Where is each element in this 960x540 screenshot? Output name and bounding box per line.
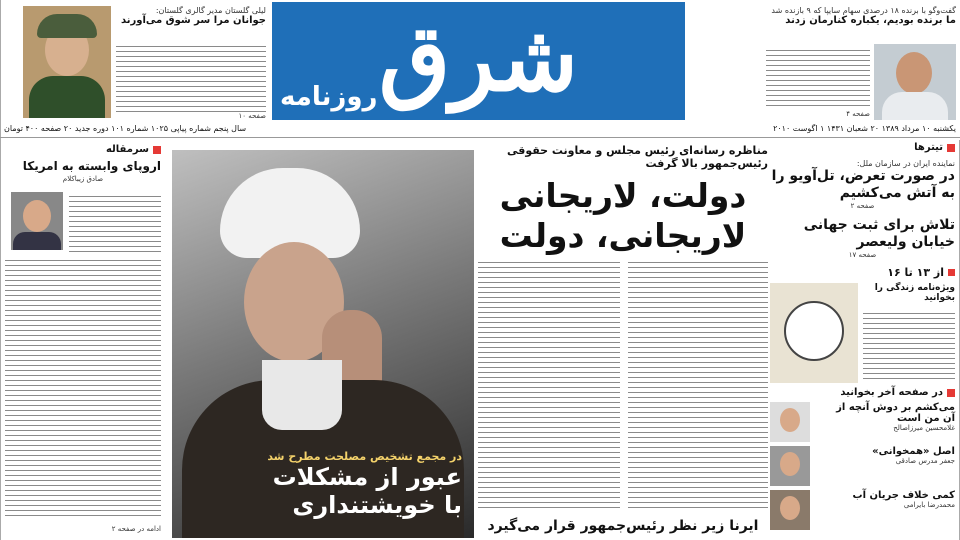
top-right-kicker: گفت‌وگو با برنده ۱۸ درصدی سهام سایپا که ۹ بازنده شد — [771, 6, 956, 15]
headlines-section: تیترها — [770, 142, 955, 153]
main-story — [478, 140, 768, 540]
opinion-title: اروپای وابسته به امریکا — [22, 159, 161, 173]
item1-page: صفحه ۲ — [850, 202, 875, 210]
main-headline-2: لاریجانی، دولت — [499, 216, 747, 255]
top-right-page-ref: صفحه ۴ — [846, 110, 870, 118]
last-page-section: در صفحه آخر بخوانید — [770, 387, 955, 398]
dateline-left: سال پنجم شماره پیاپی ۱۰۲۵ شماره ۱۰۱ دوره جدید ۲۰ صفحه ۴۰۰ تومان — [4, 124, 247, 133]
golestan-photo — [23, 6, 111, 118]
section-marker-icon — [947, 144, 955, 152]
opinion-author: صادق زیباکلام — [62, 175, 104, 183]
supplement-cover-photo — [770, 283, 858, 383]
header — [0, 0, 960, 140]
interviewee-photo — [874, 44, 956, 120]
bottom-headline: ایرنا زیر نظر رئیس‌جمهور قرار می‌گیرد — [487, 518, 759, 534]
author-photo — [770, 490, 810, 530]
dateline-right: یکشنبه ۱۰ مرداد ۱۳۸۹ ۲۰ شعبان ۱۴۳۱ ۱ اگوست ۲۰۱۰ — [773, 124, 956, 133]
author-photo — [770, 446, 810, 486]
masthead-subtitle: روزنامه — [280, 82, 378, 112]
headlines-column — [770, 140, 960, 540]
author-photo — [11, 192, 63, 250]
photo-story-kicker: در مجمع تشخیص مصلحت مطرح شد — [267, 450, 462, 463]
masthead — [272, 2, 685, 120]
section-marker-icon — [947, 389, 955, 397]
photo-story-headline-1: عبور از مشکلات — [272, 463, 462, 491]
last-page-item-1: می‌کشم بر دوش آنچه از آن من است غلامحسین میرزاصالح — [770, 402, 955, 446]
opinion-column — [0, 140, 165, 540]
section-marker-icon — [153, 146, 161, 154]
top-left-kicker: لیلی گلستان مدیر گالری گلستان: — [155, 6, 266, 15]
item1-kicker: نماینده ایران در سازمان ملل: — [856, 159, 955, 168]
last-page-item-2: اصل «همخوانی» جعفر مدرس صادقی — [770, 446, 955, 490]
photo-story — [172, 140, 474, 540]
masthead-title: شرق — [378, 4, 579, 112]
age-band: از ۱۳ تا ۱۶ — [770, 266, 955, 279]
opinion-section: سرمقاله — [1, 144, 165, 155]
top-right-story — [685, 0, 960, 140]
main-headline-1: دولت، لاریجانی — [499, 176, 747, 215]
item1-title: در صورت تعرض، تل‌آویو را به آتش می‌کشیم — [771, 168, 955, 201]
item2-title: تلاش برای ثبت جهانی خیابان ولیعصر — [803, 217, 955, 250]
top-left-page-ref: صفحه ۱۰ — [238, 112, 266, 120]
top-left-title: جوانان مرا سر شوق می‌آورند — [120, 15, 266, 26]
author-photo — [770, 402, 810, 442]
item2-page: صفحه ۱۷ — [848, 251, 877, 259]
photo-story-headline-2: با خویشتنداری — [292, 491, 462, 519]
last-page-item-3: کمی خلاف جریان آب محمدرضا بایرامی — [770, 490, 955, 534]
dateline — [0, 124, 960, 138]
main-kicker: مناظره رسانه‌ای رئیس مجلس و معاونت حقوقی رئیس‌جمهور بالا گرفت — [507, 144, 768, 170]
top-left-story — [0, 0, 272, 140]
section-marker-icon — [948, 269, 955, 276]
age-title: ویژه‌نامه زندگی را بخوانید — [874, 283, 955, 303]
top-right-title: ما برنده بودیم، یکباره کنارمان زدند — [785, 15, 956, 26]
opinion-continue: ادامه در صفحه ۲ — [111, 525, 161, 533]
